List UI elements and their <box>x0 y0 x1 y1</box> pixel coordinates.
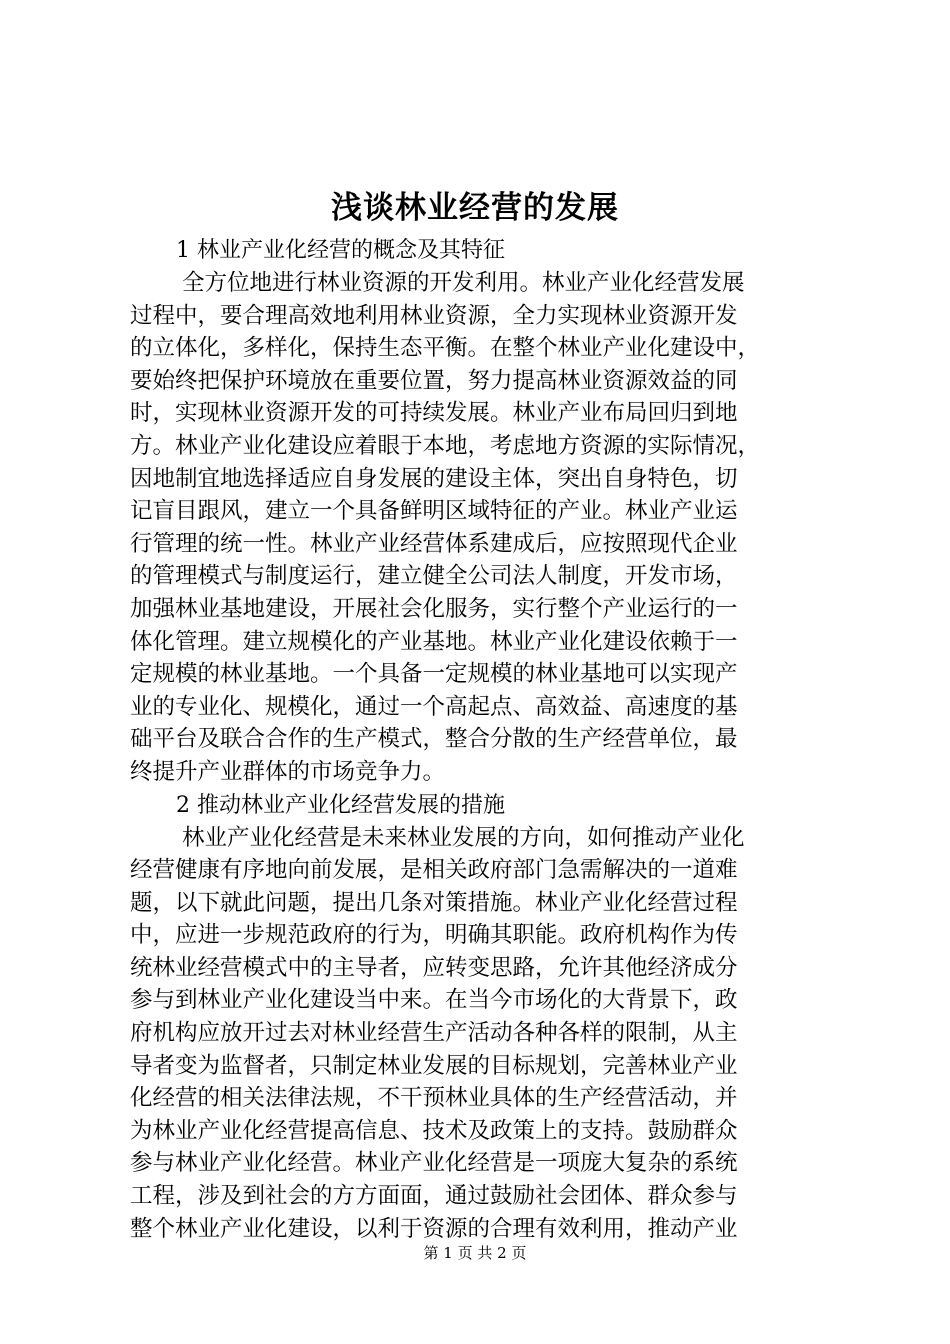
section-heading: 2 推动林业产业化经营发展的措施 <box>176 792 505 818</box>
paragraph-line: 统林业经营模式中的主导者，应转变思路，允许其他经济成分 <box>130 954 738 981</box>
paragraph-line: 行管理的统一性。林业产业经营体系建成后，应按照现代企业 <box>130 530 738 557</box>
paragraph-line: 因地制宜地选择适应自身发展的建设主体，突出自身特色，切 <box>130 465 738 492</box>
paragraph-line: 业的专业化、规模化，通过一个高起点、高效益、高速度的基 <box>130 693 738 720</box>
paragraph-line: 终提升产业群体的市场竞争力。 <box>130 758 446 785</box>
paragraph-line: 府机构应放开过去对林业经营生产活动各种各样的限制，从主 <box>130 1020 738 1047</box>
paragraph-line: 整个林业产业化建设，以利于资源的合理有效利用，推动产业 <box>130 1215 738 1242</box>
paragraph-line: 全方位地进行林业资源的开发利用。林业产业化经营发展 <box>182 270 745 296</box>
paragraph-line: 经营健康有序地向前发展，是相关政府部门急需解决的一道难 <box>130 857 738 884</box>
paragraph-line: 导者变为监督者，只制定林业发展的目标规划，完善林业产业 <box>130 1052 738 1079</box>
paragraph-line: 要始终把保护环境放在重要位置，努力提高林业资源效益的同 <box>130 367 738 394</box>
section-1 <box>130 234 830 789</box>
paragraph-line: 题，以下就此问题，提出几条对策措施。林业产业化经营过程 <box>130 889 738 916</box>
paragraph-line: 加强林业基地建设，开展社会化服务，实行整个产业运行的一 <box>130 595 738 622</box>
paragraph-line: 过程中，要合理高效地利用林业资源，全力实现林业资源开发 <box>130 302 738 329</box>
paragraph-line: 的立体化，多样化，保持生态平衡。在整个林业产业化建设中， <box>130 335 761 362</box>
section-heading: 1 林业产业化经营的概念及其特征 <box>176 238 505 263</box>
paragraph-line: 方。林业产业化建设应着眼于本地，考虑地方资源的实际情况， <box>130 432 761 459</box>
paragraph-line: 时，实现林业资源开发的可持续发展。林业产业布局回归到地 <box>130 400 738 427</box>
paragraph-line: 定规模的林业基地。一个具备一定规模的林业基地可以实现产 <box>130 661 738 688</box>
paragraph-line: 中，应进一步规范政府的行为，明确其职能。政府机构作为传 <box>130 922 738 949</box>
paragraph-line: 工程，涉及到社会的方方面面，通过鼓励社会团体、群众参与 <box>130 1183 738 1210</box>
section-2 <box>130 789 830 1246</box>
paragraph-line: 的管理模式与制度运行，建立健全公司法人制度，开发市场， <box>130 563 738 590</box>
page-footer: 第 1 页 共 2 页 <box>423 1244 527 1262</box>
document-body <box>130 234 830 1245</box>
paragraph-line: 参与林业产业化经营。林业产业化经营是一项庞大复杂的系统 <box>130 1150 738 1177</box>
paragraph-line: 础平台及联合合作的生产模式，整合分散的生产经营单位，最 <box>130 726 738 753</box>
paragraph-line: 林业产业化经营是未来林业发展的方向，如何推动产业化 <box>182 824 745 851</box>
document-title: 浅谈林业经营的发展 <box>331 190 619 226</box>
paragraph-line: 记盲目跟风，建立一个具备鲜明区域特征的产业。林业产业运 <box>130 498 738 525</box>
paragraph-line: 体化管理。建立规模化的产业基地。林业产业化建设依赖于一 <box>130 628 738 655</box>
paragraph-line: 化经营的相关法律法规，不干预林业具体的生产经营活动，并 <box>130 1085 738 1112</box>
paragraph-line: 为林业产业化经营提高信息、技术及政策上的支持。鼓励群众 <box>130 1117 738 1144</box>
paragraph-line: 参与到林业产业化建设当中来。在当今市场化的大背景下，政 <box>130 987 738 1014</box>
